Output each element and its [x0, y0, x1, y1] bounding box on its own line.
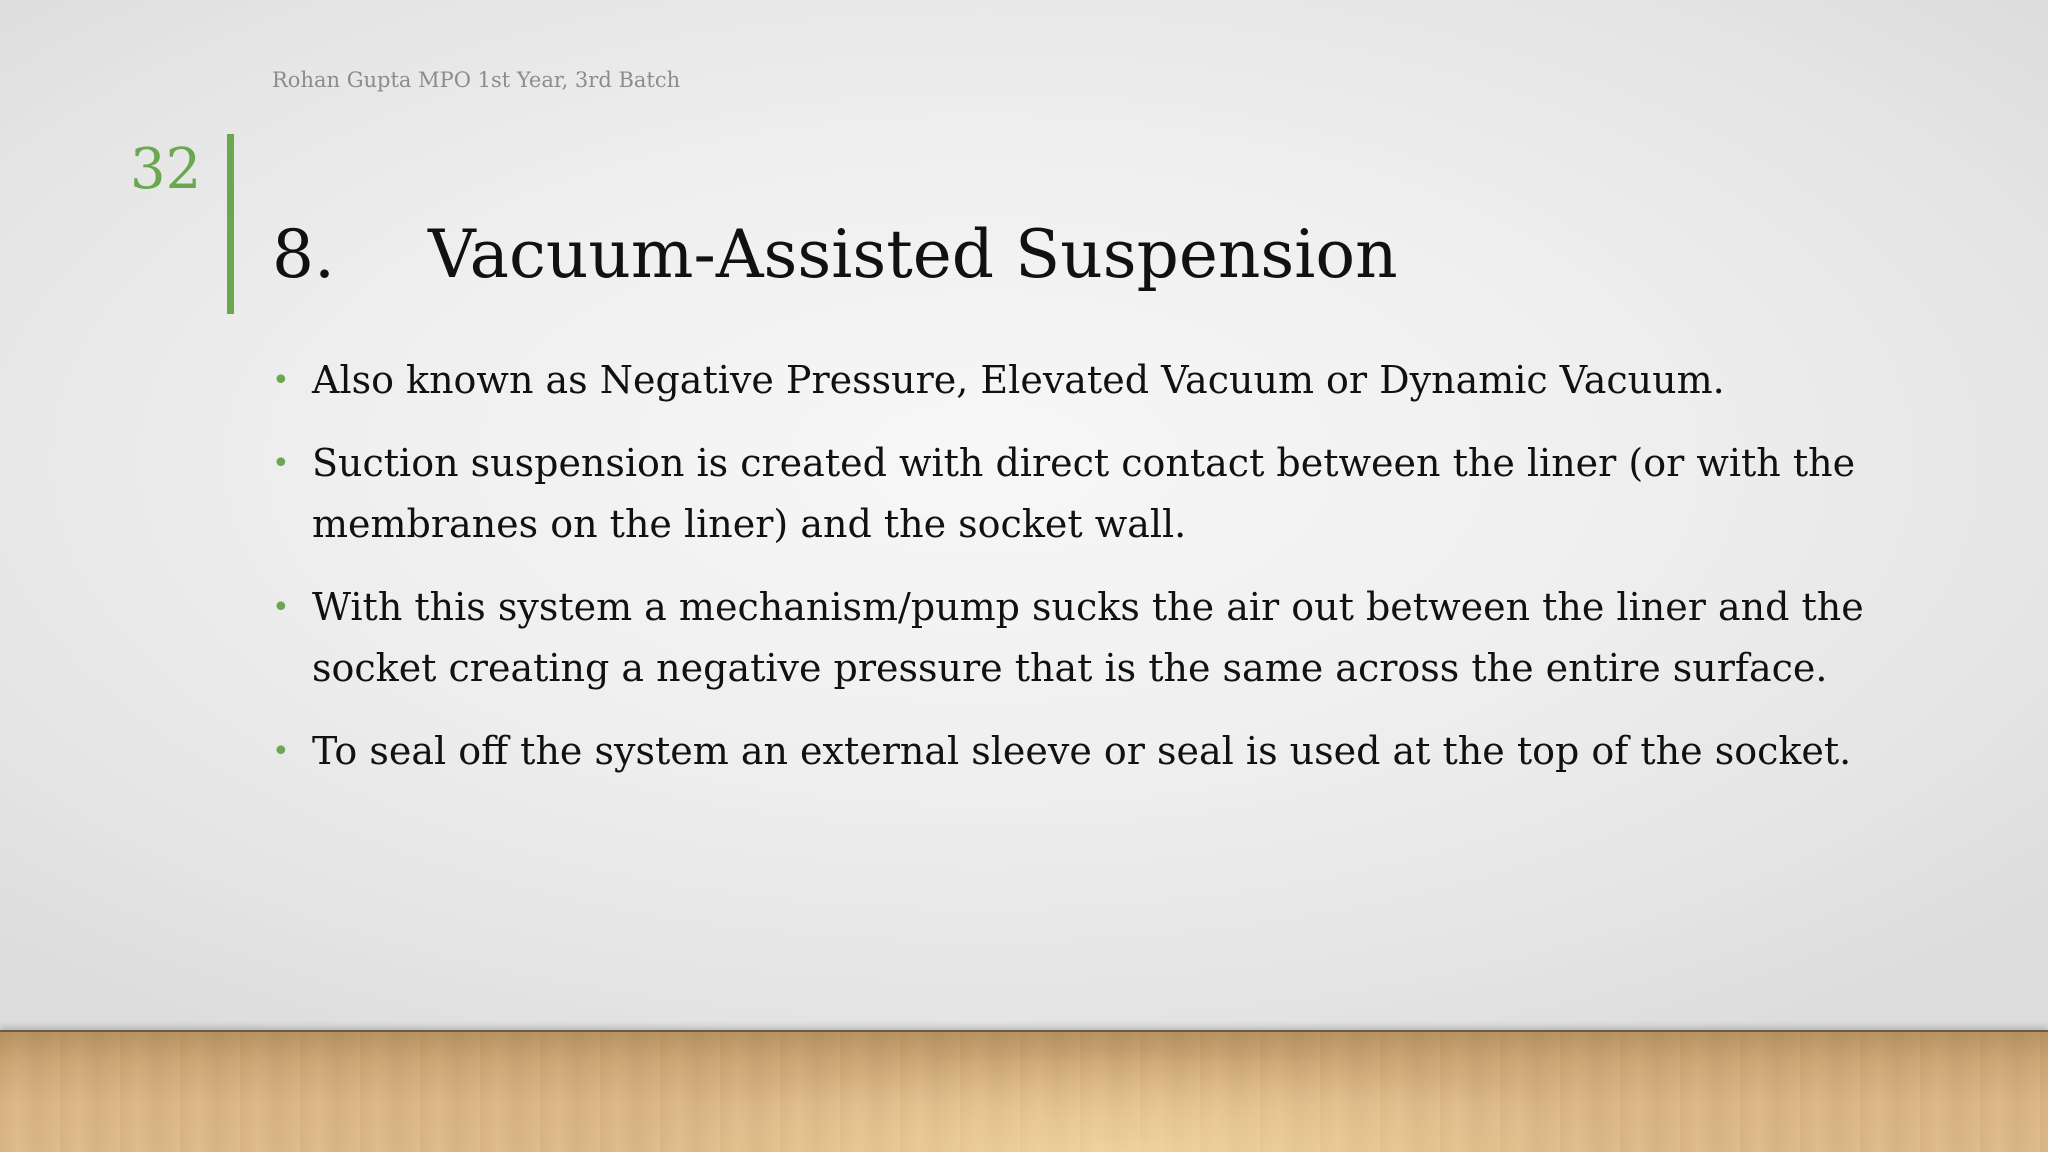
- bullet-text: Also known as Negative Pressure, Elevated Vacuum or Dynamic Vacuum.: [312, 358, 1725, 402]
- bullet-item: [272, 721, 1872, 782]
- bullet-list: [272, 350, 1872, 804]
- bullet-icon: •: [272, 734, 290, 769]
- bullet-icon: •: [272, 590, 290, 625]
- bullet-icon: •: [272, 446, 290, 481]
- bullet-icon: •: [272, 363, 290, 398]
- bullet-item: [272, 577, 1872, 699]
- slide-number: 32: [130, 137, 202, 202]
- slide-footer: Rohan Gupta MPO 1st Year, 3rd Batch: [272, 68, 681, 92]
- slide-title: [272, 216, 1398, 293]
- bullet-item: [272, 433, 1872, 555]
- title-text: Vacuum-Assisted Suspension: [428, 216, 1398, 293]
- bullet-text: With this system a mechanism/pump sucks the air out between the liner and the socket creating a negative pressure that is the same across the entire surface.: [312, 585, 1864, 690]
- accent-bar: [227, 134, 234, 314]
- bullet-text: Suction suspension is created with direct contact between the liner (or with the membranes on the liner) and the socket wall.: [312, 441, 1856, 546]
- title-number: 8.: [272, 216, 335, 293]
- bullet-text: To seal off the system an external sleeve or seal is used at the top of the socket.: [312, 729, 1852, 773]
- bullet-item: [272, 350, 1872, 411]
- wood-floor-image: [0, 1030, 2048, 1152]
